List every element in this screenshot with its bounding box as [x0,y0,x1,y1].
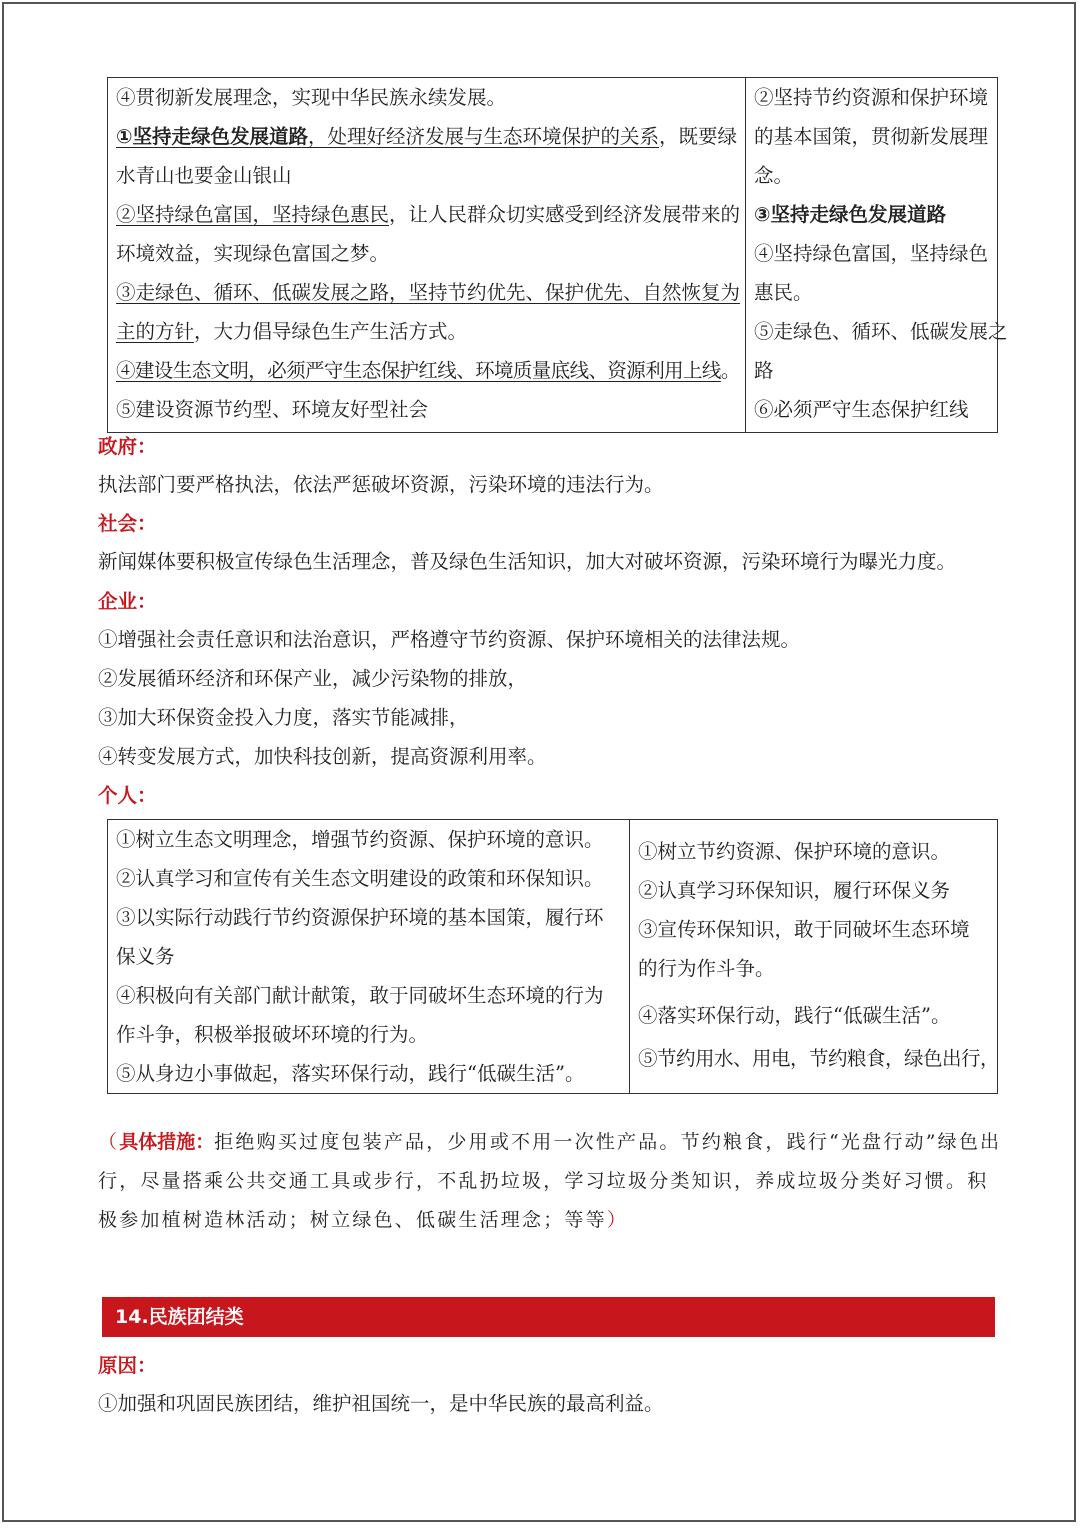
enterprise-item: ④转变发展方式，加快科技创新，提高资源利用率。 [98,745,547,768]
reason-heading: 原因： [98,1354,157,1377]
table1-right-cell [745,78,1008,432]
enterprise-item: ①增强社会责任意识和法治意识，严格遵守节约资源、保护环境相关的法律法规。 [98,628,801,651]
society-heading: 社会： [98,512,157,535]
document-page [2,2,1076,1522]
table1-right-line: ⑤走绿色、循环、低碳发展之 [754,320,1008,343]
individual-left-line: 作斗争，积极举报破坏环境的行为。 [116,1023,429,1046]
society-text: 新闻媒体要积极宣传绿色生活理念，普及绿色生活知识，加大对破坏资源，污染环境行为曝光力度。 [98,550,957,573]
table1-left-line [116,117,737,156]
individual-left-cell [108,820,629,1093]
green-path-tail: ，既要绿 [659,125,738,148]
eco-civilization-tail: 。 [720,359,740,382]
table1-left-line: 环境效益，实现绿色富国之梦。 [116,242,390,265]
individual-right-line: ①树立节约资源、保护环境的意识。 [638,840,951,863]
government-heading: 政府： [98,435,157,458]
measures-text: 拒绝购买过度包装产品，少用或不用一次性产品。节约粮食，践行“光盘行动”绿色出行，尽量搭乘公共交通工具或步行，不乱扔垃圾，学习垃圾分类知识，养成垃圾分类好习惯。积极参加植树造林活动；树立绿色、低碳生活理念；等等 [98,1131,1002,1231]
table1-left-line [116,312,737,351]
individual-right-line: 的行为作斗争。 [638,957,775,980]
table1-right-line: ⑥必须严守生态保护红线 [754,398,969,421]
table1-right-line: ③坚持走绿色发展道路 [754,203,947,226]
individual-left-line: ②认真学习和宣传有关生态文明建设的政策和环保知识。 [116,867,604,890]
eco-civilization-underlined: ④建设生态文明，必须严守生态保护红线、环境质量底线、资源利用上线 [116,359,721,382]
individual-right-cell [629,820,1000,1093]
individual-table [107,819,998,1094]
table1-left-line [116,351,740,390]
table1-left-line: ④贯彻新发展理念，实现中华民族永续发展。 [116,86,507,109]
individual-left-line: ⑤从身边小事做起，落实环保行动，践行“低碳生活”。 [116,1062,585,1085]
table1-left-line: ③走绿色、循环、低碳发展之路，坚持节约优先、保护优先、自然恢复为 [116,281,741,304]
green-path-bold: ①坚持走绿色发展道路 [116,125,309,148]
individual-heading: 个人： [98,784,157,807]
table1-right-line: ②坚持节约资源和保护环境 [754,86,989,109]
enterprise-item: ②发展循环经济和环保产业，减少污染物的排放， [98,667,528,690]
reason-item: ①加强和巩固民族团结，维护祖国统一，是中华民族的最高利益。 [98,1392,664,1415]
individual-left-line: ①树立生态文明理念，增强节约资源、保护环境的意识。 [116,828,604,851]
measures-label: 具体措施： [119,1131,215,1153]
green-development-table [107,77,1008,433]
policy-underlined: 主的方针 [116,320,195,343]
individual-left-line: ③以实际行动践行节约资源保护环境的基本国策，履行环 [116,906,604,929]
table1-right-line: 路 [754,359,774,382]
individual-left-line: 保义务 [116,945,175,968]
government-text: 执法部门要严格执法，依法严惩破坏资源，污染环境的违法行为。 [98,473,664,496]
individual-right-line: ②认真学习环保知识，履行环保义务 [638,879,951,902]
measures-open-paren: （ [98,1131,120,1153]
specific-measures [98,1123,1008,1240]
table1-left-cell [108,78,745,432]
table1-left-line: ⑤建设资源节约型、环境友好型社会 [116,398,429,421]
individual-right-line: ⑤节约用水、用电，节约粮食，绿色出行， [638,1047,1000,1070]
green-path-rest: ，处理好经济发展与生态环境保护的关系 [308,125,660,148]
table1-right-line: ④坚持绿色富国，坚持绿色 [754,242,989,265]
section-14-title-bar: 14.民族团结类 [102,1297,995,1337]
table1-right-line: 的基本国策，贯彻新发展理 [754,125,989,148]
policy-rest: ，大力倡导绿色生产生活方式。 [194,320,468,343]
individual-left-line: ④积极向有关部门献计献策，敢于同破坏生态环境的行为 [116,984,604,1007]
individual-right-line: ③宣传环保知识，敢于同破坏生态环境 [638,918,970,941]
table1-left-line [116,195,741,234]
table1-right-line: 惠民。 [754,281,813,304]
table1-left-line: 水青山也要金山银山 [116,164,292,187]
enterprise-item: ③加大环保资金投入力度，落实节能减排， [98,706,469,729]
enterprise-heading: 企业： [98,590,157,613]
green-rich-rest: ，让人民群众切实感受到经济发展带来的 [389,203,741,226]
individual-right-line: ④落实环保行动，践行“低碳生活”。 [638,1004,951,1027]
measures-close-paren: ） [606,1209,629,1231]
green-rich-underlined: ②坚持绿色富国，坚持绿色惠民 [116,203,390,226]
table1-right-line: 念。 [754,164,794,187]
